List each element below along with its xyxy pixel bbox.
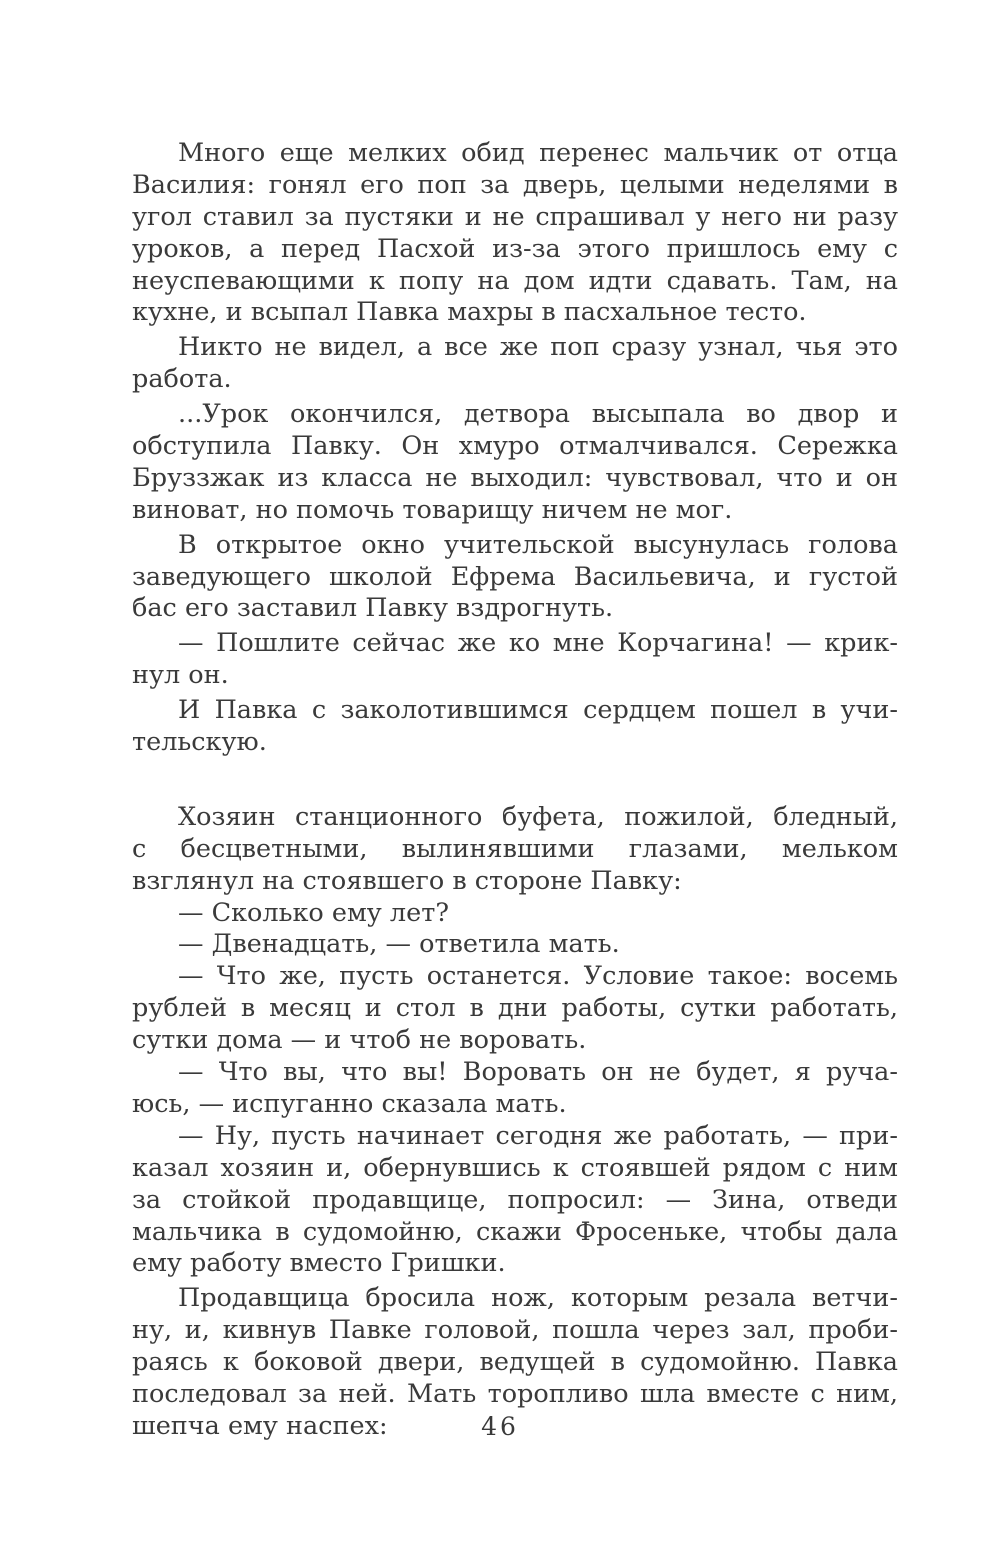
text-line: Много еще мелких обид перенес мальчик от отца [178,138,898,168]
paragraph [132,628,898,692]
text-line: юсь, — испуганно сказала мать. [132,1088,567,1119]
text-line: неуспевающими к попу на дом идти сдавать. Там, на [132,265,898,296]
text-line: Василия: гонял его поп за дверь, целыми неделями в [132,169,898,200]
text-line: ему работу вместо Гришки. [132,1248,506,1279]
text-line: работа. [132,364,232,395]
page-text [132,138,898,1443]
text-line: казал хозяин и, обернувшись к стоявшей рядом с ним [132,1152,898,1183]
text-line: бас его заставил Павку вздрогнуть. [132,593,614,624]
paragraph [132,929,898,961]
text-line: последовал за ней. Мать торопливо шла вместе с ним, [132,1378,898,1409]
text-line: обступила Павку. Он хмуро отмалчивался. Сережка [132,431,898,462]
paragraph [132,898,898,930]
text-line: виноват, но помочь товарищу ничем не мог. [132,494,733,525]
paragraph [132,1121,898,1280]
text-line: — Что же, пусть останется. Условие такое: восемь [178,961,898,992]
text-line: — Сколько ему лет? [178,897,449,928]
text-line: — Пошлите сейчас же ко мне Корчагина! — крик- [178,628,898,659]
paragraph [132,530,898,626]
paragraph [132,802,898,898]
text-line: рублей в месяц и стол в дни работы, сутки работать, [132,993,898,1024]
text-line: с бесцветными, вылинявшими глазами, мельком [132,833,898,864]
text-line: тельскую. [132,727,267,758]
text-line: за стойкой продавщице, попросил: — Зина, отведи [132,1184,898,1215]
text-line: шепча ему наспех: [132,1410,388,1441]
text-line: В открытое окно учительской высунулась голова [178,529,898,560]
text-line: заведующего школой Ефрема Васильевича, и густой [132,561,898,592]
text-line: мальчика в судомойню, скажи Фросеньке, чтобы дала [132,1216,898,1247]
text-line: — Что вы, что вы! Воровать он не будет, я руча- [178,1057,898,1088]
paragraph [132,961,898,1057]
paragraph [132,1057,898,1121]
paragraph [132,695,898,759]
paragraph [132,399,898,527]
text-line: взглянул на стоявшего в стороне Павку: [132,865,682,896]
text-line: Хозяин станционного буфета, пожилой, бледный, [178,801,898,832]
paragraph [132,138,898,329]
section-break [132,759,898,802]
text-line: Бруззжак из класса не выходил: чувствовал, что и он [132,462,898,493]
text-line: — Ну, пусть начинает сегодня же работать, — при- [178,1120,898,1151]
text-line: ну, и, кивнув Павке головой, пошла через зал, проби- [132,1315,898,1346]
page-number: 46 [481,1412,519,1441]
text-line: Продавщица бросила нож, которым резала ветчи- [178,1283,898,1314]
text-line: угол ставил за пустяки и не спрашивал у него ни разу [132,201,898,232]
text-line: сутки дома — и чтоб не воровать. [132,1025,587,1056]
text-line: уроков, а перед Пасхой из-за этого пришлось ему с [132,233,898,264]
text-line: ...Урок окончился, детвора высыпала во двор и [178,399,898,430]
text-line: Никто не видел, а все же поп сразу узнал, чья это [178,332,898,363]
text-line: — Двенадцать, — ответила мать. [178,929,620,960]
text-line: нул он. [132,660,229,691]
text-line: раясь к боковой двери, ведущей в судомойню. Павка [132,1347,898,1378]
paragraph [132,332,898,396]
text-line: кухне, и всыпал Павка махры в пасхальное тесто. [132,297,807,328]
text-line: И Павка с заколотившимся сердцем пошел в учи- [178,695,898,726]
